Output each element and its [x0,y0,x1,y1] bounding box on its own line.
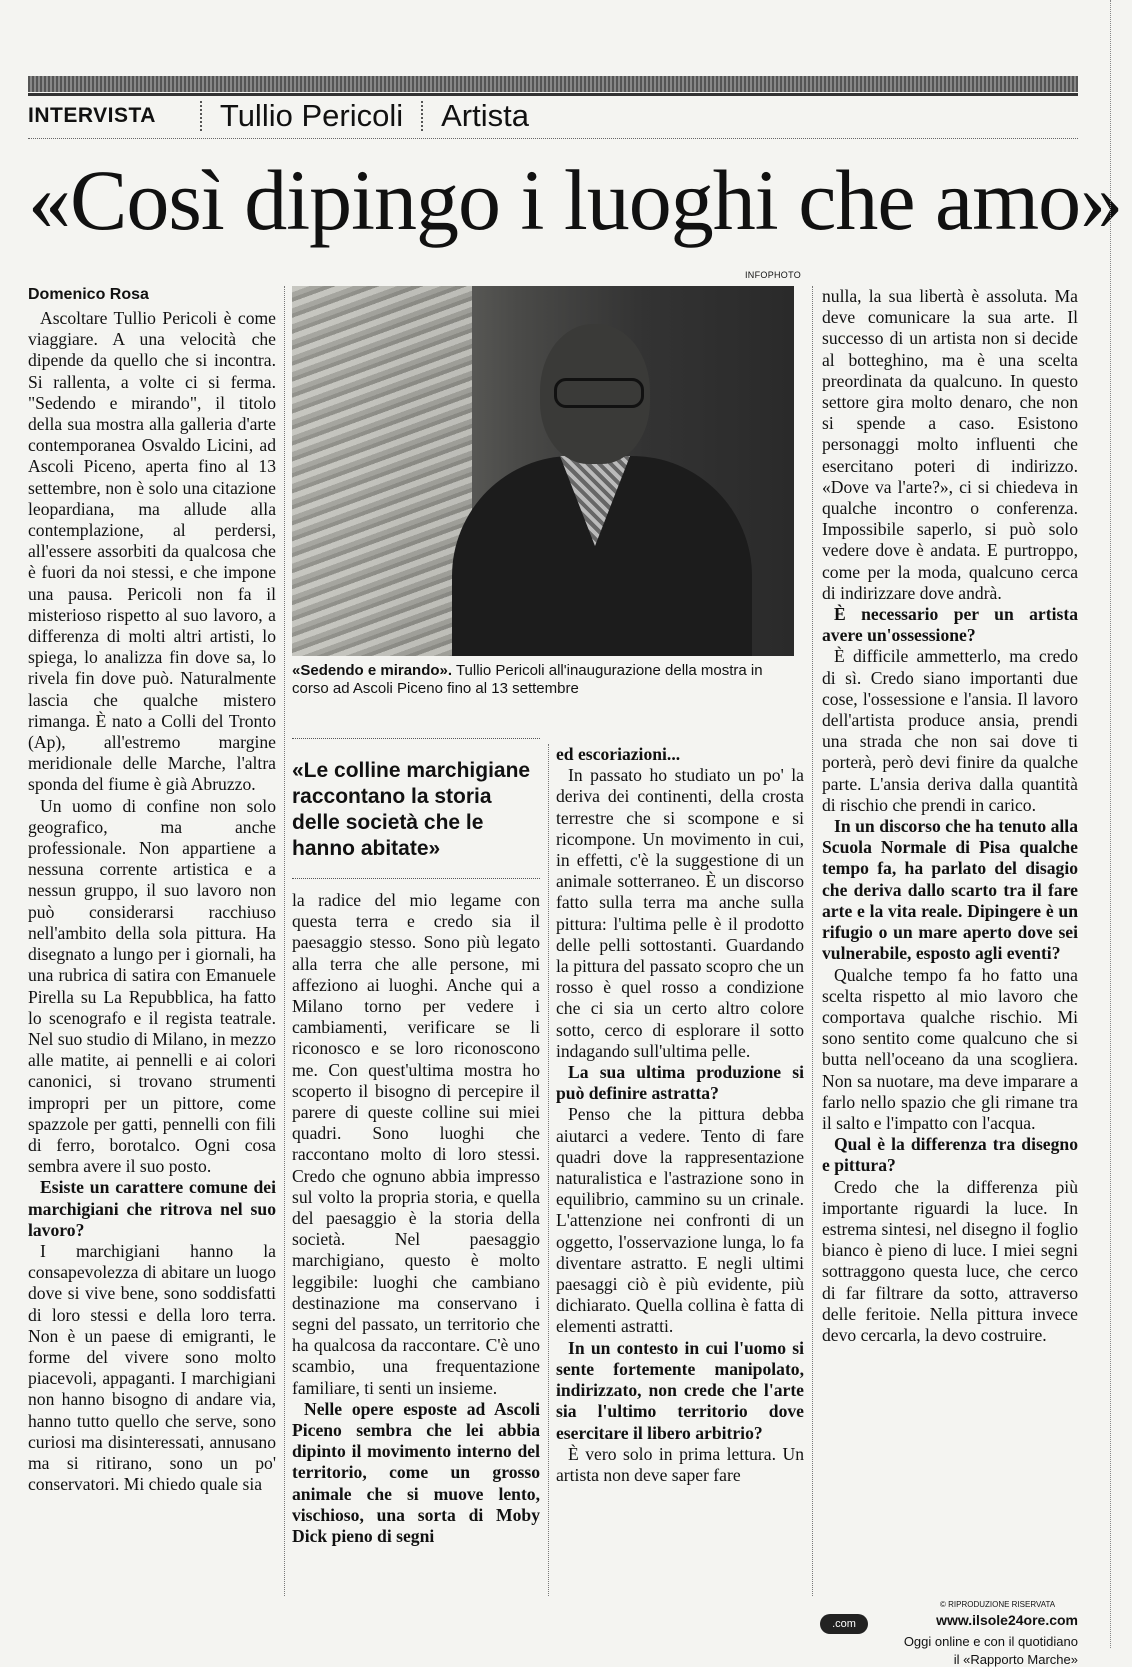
dotcom-badge: .com [820,1614,868,1634]
interviewee-role: Artista [441,98,529,133]
body-paragraph: Ascoltare Tullio Pericoli è come viaggiare. A una velocità che dipende da quello che si incontra. Si rallenta, a volte ci si ferma. "Sedendo e mirando", il titolo della sua mostra alla galleria d'arte contemporanea Osvaldo Licini, ad Ascoli Piceno, aperta fino al 13 settembre, non è solo una citazione leopardiana, ma allude alla contemplazione, al perdersi, all'essere assorbiti da qualcosa che è fuori da noi stessi, e che impone una pausa. Pericoli non fa il misterioso rispetto al suo lavoro, a differenza di molti altri artisti, lo spiega, lo analizza fin dove sa, lo rivela fin dove può. Naturalmente lascia che qualche mistero rimanga. È nato a Colli del Tronto (Ap), all'estremo margine meridionale delle Marche, l'altra sponda del fiume è già Abruzzo. [28,308,276,795]
promo-line-2: il «Rapporto Marche» [953,1652,1078,1667]
article-photo [292,286,794,656]
header-divider [28,138,1078,139]
interview-question: La sua ultima produzione si può definire astratta? [556,1062,804,1104]
photo-caption [292,662,794,698]
masthead-rule [28,93,1078,96]
masthead-texture-bar [28,76,1078,92]
photo-credit: INFOPHOTO [745,270,802,280]
body-paragraph: È vero solo in prima lettura. Un artista non deve saper fare [556,1443,804,1485]
body-paragraph: Un uomo di confine non solo geografico, ma anche professionale. Non appartiene a nessuna corrente artistica e a nessun gruppo, il suo lavoro non può considerarsi racchiuso nell'ambito della sola pittura. Ha disegnato a lungo per i giornali, ha una rubrica di satira con Emanuele Pirella su La Repubblica, ha fatto lo scenografo e il regista teatrale. Nel suo studio di Milano, in mezzo alle matite, ai pennelli e ai colori canonici, si trovano strumenti impropri per un pittore, come spazzole per gatti, pennelli con fili di ferro, borotalco. Ogni cosa sembra avere il suo posto. [28,795,276,1177]
pullquote-rule-top [292,738,540,739]
promo-line-1: Oggi online e con il quotidiano [903,1634,1078,1649]
interview-question: ed escoriazioni... [556,744,681,764]
pullquote-rule-bottom [292,878,540,879]
interview-question: Nelle opere esposte ad Ascoli Piceno sembra che lei abbia dipinto il movimento interno del territorio, come un grosso animale che si muove lento, vischioso, una sorta di Moby Dick pieno di segni [292,1398,540,1547]
interviewee-name: Tullio Pericoli [219,98,404,133]
interview-question: Esiste un carattere comune dei marchigiani che ritrova nel suo lavoro? [28,1177,276,1240]
body-paragraph: I marchigiani hanno la consapevolezza di abitare un luogo dove si vive bene, sono soddisfatti di loro stessi e della loro terra. Non è un paese di emigranti, le forme del vivere sono molto piacevoli, appaganti. I marchigiani non hanno bisogno di andare via, hanno tutto quello che serve, sono curiosi ma disinteressati, annusano ma si ritirano, sono un po' conservatori. Mi chiedo quale sia [28,1240,276,1495]
section-header [28,98,1078,134]
interview-question: In un contesto in cui l'uomo si sente fortemente manipolato, indirizzato, non crede che l'arte sia l'ultimo territorio dove esercitare il libero arbitrio? [556,1337,804,1443]
header-separator [421,101,423,131]
byline: Domenico Rosa [28,286,149,303]
interview-question: Qual è la differenza tra disegno e pittura? [822,1134,1078,1176]
header-separator [200,101,202,131]
site-url[interactable]: www.ilsole24ore.com [936,1612,1078,1628]
section-kicker: INTERVISTA [28,104,156,127]
article-column-2 [292,890,540,1547]
photo-artwork-wall [292,286,472,656]
caption-lead: «Sedendo e mirando». [292,662,453,679]
body-paragraph: Credo che la differenza più importante riguardi la luce. In estrema sintesi, nel disegno il foglio bianco è pieno di luce. I miei segni sottraggono questa luce, che cerco di far filtrare da sotto, attraverso delle feritoie. Nella pittura invece devo cercarla, la devo costruire. [822,1176,1078,1345]
photo-person-glasses [554,378,644,408]
column-rule [284,286,285,1596]
article-column-1 [28,308,276,1495]
body-paragraph: la radice del mio legame con questa terra e credo sia il paesaggio stesso. Sono più legato alla terra che alle persone, mi affeziono ai luoghi. Anche qui a Milano torno per vedere i cambiamenti, verificare se li riconosco e se loro riconoscono me. Con quest'ultima mostra ho scoperto il bisogno di percepire il parere di queste colline sui miei quadri. Sono luoghi che raccontano molto di loro stessi. Credo che ognuno abbia impresso sul volto la propria storia, e quella del paesaggio è la storia della società. Nel paesaggio marchigiano, questo è molto leggibile: luoghi che cambiano destinazione ma conservano i segni del passato, un territorio che ha qualcosa da raccontare. C'è uno scambio, una frequentazione familiare, ti senti un insieme. [292,890,540,1398]
body-paragraph: nulla, la sua libertà è assoluta. Ma deve comunicare la sua arte. Il successo di un artista non si decide al botteghino, ma è una scelta preordinata da qualcuno. In questo settore gira molto denaro, che non si spende a caso. Esistono personaggi molto influenti che esercitano poteri di indirizzo. «Dove va l'arte?», ci si chiedeva in qualche incontro o conferenza. Impossibile saperlo, si può solo vedere dove è andata. E purtroppo, come per la moda, qualcuno cerca di indirizzare dove andrà. [822,286,1078,603]
pullquote: «Le colline marchigiane raccontano la storia delle società che le hanno abitate» [292,759,531,860]
body-paragraph: È difficile ammetterlo, ma credo di sì. Credo siano importanti due cose, l'ossessione e l'ansia. Il lavoro dell'artista produce ansia, prendi una strada che non sai dove ti porterà, però devi finire da qualche parte. L'ansia deriva dalla quantità di rischio che prendi in carico. [822,646,1078,815]
body-paragraph: Qualche tempo fa ho fatto una scelta rispetto al mio lavoro che comportava qualche rischio. Mi sono sentito come qualcuno che si butta nell'oceano da una scogliera. Non sa nuotare, ma deve imparare a farlo nello spazio che gli rimane tra il salto e l'impatto con l'acqua. [822,964,1078,1133]
copyright-notice: © RIPRODUZIONE RISERVATA [940,1600,1056,1609]
column-rule [548,744,549,1596]
article-headline: «Così dipingo i luoghi che amo» [28,152,1123,248]
article-column-4 [822,286,1078,1346]
page-edge-rule [1110,0,1112,1648]
article-column-3 [556,744,804,1486]
body-paragraph: In passato ho studiato un po' la deriva dei continenti, della crosta terrestre che si scompone e si ricompone. Un movimento in cui, in effetti, c'è la suggestione di un animale sotterraneo. È un discorso fatto sulla terra ma anche sulla pittura: l'ultima pelle è il prodotto delle pelli sottostanti. Guardando la pittura del passato scopro che un rosso è quel rosso a condizione che ci sia un certo altro colore sotto, cerco di esplorare il sotto indagando sull'ultima pelle. [556,765,804,1061]
column-rule [812,286,813,1596]
interview-question: In un discorso che ha tenuto alla Scuola Normale di Pisa qualche tempo fa, ha parlato del disagio che deriva dallo scarto tra il fare arte e la vita reale. Dipingere è un rifugio o un mare aperto dove sei vulnerabile, esposto agli eventi? [822,816,1078,964]
body-paragraph: Penso che la pittura debba aiutarci a vedere. Tento di fare quadri dove la rappresentazione naturalistica e l'astrazione sono in equilibrio, cammino su un crinale. L'attenzione nei confronti di un oggetto, l'osservazione lunga, lo fa diventare astratto. E negli ultimi paesaggi ciò è più evidente, più dichiarato. Quella collina è fatta di elementi astratti. [556,1104,804,1337]
interview-question: È necessario per un artista avere un'ossessione? [822,604,1078,646]
caption-text: Tullio Pericoli all'inaugurazione della mostra in corso ad Ascoli Piceno fino al 13 settembre [292,662,763,697]
